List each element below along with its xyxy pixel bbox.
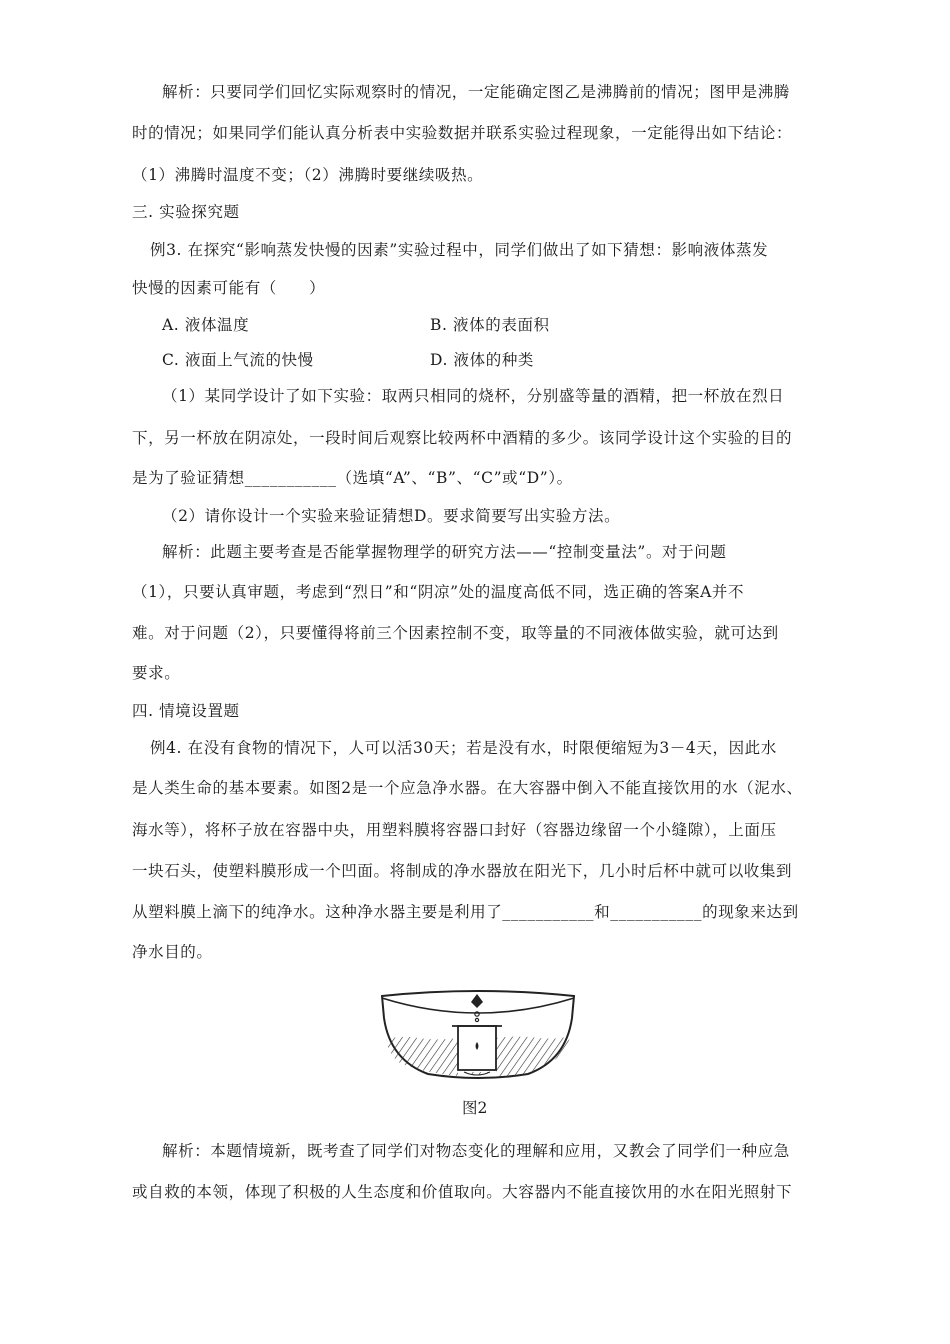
option-d: D. 液体的种类 [430, 351, 535, 369]
figure-caption: 图2 [462, 1099, 488, 1117]
analysis-3-line-3: 难。对于问题（2），只要懂得将前三个因素控制不变，取等量的不同液体做实验，就可达到 [132, 624, 779, 642]
example-4-line-3: 海水等），将杯子放在容器中央，用塑料膜将容器口封好（容器边缘留一个小缝隙），上面压 [132, 821, 777, 839]
option-b: B. 液体的表面积 [430, 316, 550, 334]
water-drop-2 [475, 1018, 478, 1021]
example-4-line-6: 净水目的。 [132, 943, 213, 961]
example-4-line-4: 一块石头，使塑料膜形成一个凹面。将制成的净水器放在阳光下，几小时后杯中就可以收集到 [132, 862, 793, 880]
dirty-water [386, 1037, 458, 1076]
dirty-water-right [496, 1036, 570, 1077]
analysis-4-line-2: 或自救的本领，体现了积极的人生态度和价值取向。大容器内不能直接饮用的水在阳光照射下 [132, 1183, 793, 1201]
question-1-line-1: （1）某同学设计了如下实验：取两只相同的烧杯，分别盛等量的酒精，把一杯放在烈日 [162, 387, 785, 405]
water-purifier-figure [378, 988, 578, 1080]
example-4-line-2: 是人类生命的基本要素。如图2是一个应急净水器。在大容器中倒入不能直接饮用的水（泥水、 [132, 779, 803, 797]
option-a: A. 液体温度 [162, 316, 250, 334]
analysis-3-line-1: 解析：此题主要考查是否能掌握物理学的研究方法——“控制变量法”。对于问题 [162, 543, 727, 561]
stone [471, 994, 483, 1008]
question-2: （2）请你设计一个实验来验证猜想D。要求简要写出实验方法。 [162, 507, 621, 525]
example-3-line-1: 例3. 在探究“影响蒸发快慢的因素”实验过程中，同学们做出了如下猜想：影响液体蒸发 [150, 241, 769, 259]
analysis-4-line-1: 解析：本题情境新，既考查了同学们对物态变化的理解和应用，又教会了同学们一种应急 [162, 1142, 790, 1160]
analysis-3-line-4: 要求。 [132, 664, 181, 682]
section-heading-3: 三. 实验探究题 [132, 203, 240, 221]
analysis-line-3: （1）沸腾时温度不变；（2）沸腾时要继续吸热。 [132, 166, 484, 184]
example-4-line-5: 从塑料膜上滴下的纯净水。这种净水器主要是利用了___________和___________的现象来达到 [132, 903, 799, 921]
analysis-3-line-2: （1），只要认真审题，考虑到“烈日”和“阴凉”处的温度高低不同，选正确的答案A并不 [132, 583, 745, 601]
analysis-line-2: 时的情况；如果同学们能认真分析表中实验数据并联系实验过程现象，一定能得出如下结论： [132, 124, 793, 142]
section-heading-4: 四. 情境设置题 [132, 702, 240, 720]
example-4-line-1: 例4. 在没有食物的情况下，人可以活30天；若是没有水，时限便缩短为3－4天，因此水 [150, 739, 777, 757]
analysis-line-1: 解析：只要同学们回忆实际观察时的情况，一定能确定图乙是沸腾前的情况；图甲是沸腾 [162, 83, 790, 101]
option-c: C. 液面上气流的快慢 [162, 351, 314, 369]
question-1-line-3: 是为了验证猜想___________（选填“A”、“B”、“C”或“D”）。 [132, 469, 573, 487]
example-3-line-2: 快慢的因素可能有（ ） [132, 279, 326, 297]
question-1-line-2: 下，另一杯放在阴凉处，一段时间后观察比较两杯中酒精的多少。该同学设计这个实验的目的 [132, 429, 793, 447]
